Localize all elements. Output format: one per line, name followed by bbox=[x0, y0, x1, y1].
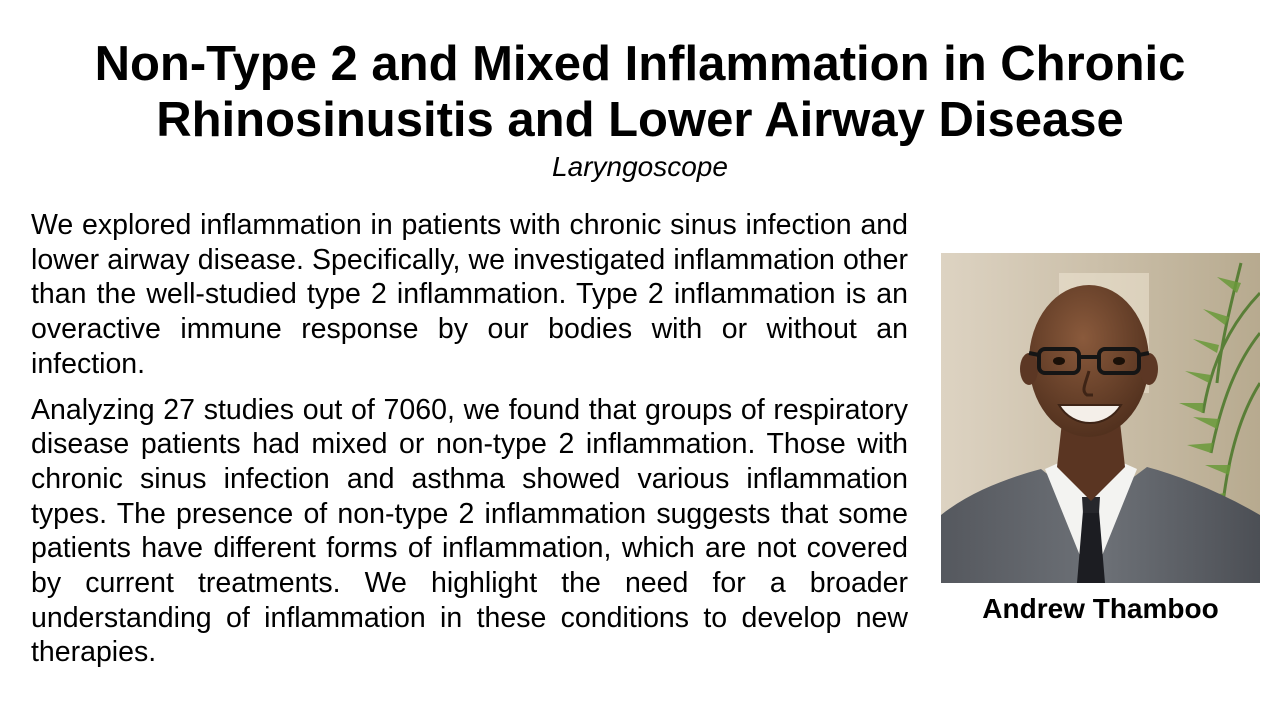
summary-paragraph-2: Analyzing 27 studies out of 7060, we found that groups of respiratory disease patients had mixed or non-type 2 inflammation. Those with chronic sinus infection and asthma showed various inflammation types. The presence of non-type 2 inflammation suggests that some patients have different forms of inflammation, which are not covered by current treatments. We highlight the need for a broader understanding of inflammation in these conditions to develop new therapies. bbox=[31, 393, 908, 669]
journal-name: Laryngoscope bbox=[552, 151, 728, 182]
summary-paragraph-1: We explored inflammation in patients with chronic sinus infection and lower airway disease. Specifically, we investigated inflammation other than the well-studied type 2 inflammation. Type 2 inflammation is an overactive immune response by our bodies with or without an infection. bbox=[31, 209, 908, 380]
author-photo bbox=[941, 253, 1260, 583]
author-name: Andrew Thamboo bbox=[982, 593, 1219, 624]
slide-title: Non-Type 2 and Mixed Inflammation in Chronic Rhinosinusitis and Lower Airway Disease bbox=[94, 37, 1186, 147]
summary-text bbox=[31, 208, 908, 681]
